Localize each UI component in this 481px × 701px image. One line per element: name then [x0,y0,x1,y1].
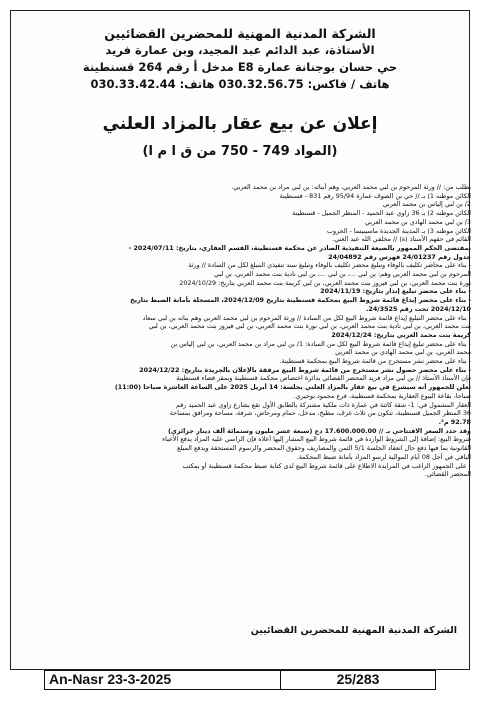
notice-body [10,183,471,479]
body-line: - بناء على محاضر تكليف بالوفاء وتبليغ محضر تكليف بالوفاء وتبليغ سند تنفيذي المبلغ لكل من السادة // ورثة [188,261,471,270]
body-line: 2024/12/10 تحت رقم 24/3525. [365,304,471,313]
body-line: وقد حدد السعر الافتتاحي بـ // 17.600.000.00 دج (سبعة عشر مليون وستمائة ألف دينار جزائري) [167,426,471,435]
body-line: تعلن للجمهور أنه سيشرع في بيع عقار بالمزاد العلني بجلسة: 14 أبريل 2025 على الساعة العاشرة صباحا (11:00) [114,383,471,392]
body-line: القائم في حقهم الأستاذ (ة) // مخلفي الله عبد الغني. [332,235,471,244]
body-line: القانونية بما فيها دفع حال انعقاد الجلسة 5/1 الثمن والمصاريف وحقوق المحضر والرسوم المستحقة ويدفع المبلغ [177,444,471,453]
body-line: 92.78 م². [438,417,471,426]
body-line: - بناء على محضر نشر مستخرج من قائمة شروط البيع بمحكمة قسنطينة. [279,357,471,366]
bailiff-names: الأستاذة، عبد الدائم عبد المجيد، وبن عمارة فريد [105,43,375,57]
body-line: بطلب من: // ورثة المرحوم بن لبي محمد العربي، وهم أبنائه: بن لبي مراد بن محمد العربي. [231,183,471,191]
body-line: الكائن موطنه 1) بـ // حي بن الصوف عمارة 95/94 رقم 831 - قسنطينة [279,191,471,200]
body-line: المحضر القضائي. [424,470,471,479]
body-line: جدول رقم 24/01237 فهرس رقم 24/04892 [328,252,471,261]
notice-subtitle: (المواد 749 - 750 من ق ا م ا) [142,144,338,159]
body-line: الكائن موطنه 3) بـ المدينة الجديدة ماسينيسا - الخروب [326,226,471,235]
office-address: حي حسان بوجنانة عمارة E8 مدخل أ رقم 264 قسنطينة [82,60,398,74]
body-line: - بناء على محضر التبليغ إيداع قائمة شروط البيع لكل من السادة // ورثة المرحوم بن لبي محمد العربي وهم بناته بن لبي سعاد [142,313,471,322]
notice-header [11,25,469,93]
office-name: الشركة المدنية المهنية للمحضرين القضائيين [104,26,376,41]
body-line: الباقي في أجل 08 أيام الموالية لرسو المزاد بأمانة ضبط المحكمة. [296,452,471,461]
publication-reference: 25/283 [336,671,380,687]
body-line: فإن الأستاذ الأستاذ // بن لبي مراد فريد المحضر القضائي بدائرة اختصاص محكمة قسنطينة وبمقر قضاء قسنطينة [176,374,471,383]
body-line: - بناء على محضر حصول نشر مستخرج من قائمة شروط البيع مرفقة بالإعلان بالجريدة بتاريخ: 2024/12/22 [139,365,471,374]
body-line: الكائن موطنه 2) بـ 36 زاوي عبد الحميد - المنظر الجميل - قسنطينة [292,209,471,218]
body-line: المرحوم بن لبي محمد العربي وهم: بن لبي ...، بن لبي ...، بن لبي نادية بنت محمد العربي، بن لبي [213,270,471,279]
body-line: كريمة بنت محمد العربي بتاريخ: 2024/12/24 [331,330,471,339]
body-line: بنت محمد العربي، بن لبي نادية بنت محمد العربي، بن لبي نورة بنت محمد العربي، بن لبي فيروز بنت محمد العربي، بن لبي [148,322,471,331]
body-line: نورة بنت محمد العربي، بن لبي فيروز بنت محمد العربي، بن لبي كريمة بنت محمد العربي بتاريخ: 2024/10/29 [179,278,471,287]
publication-footer [44,670,436,690]
body-line: 2/ بن لبي إلياس بن محمد العربي [382,200,471,209]
body-line: - بناء على محضر تبليغ إيداع قائمة شروط البيع لكل من السادة: 1/ بن لبي مراد بن محمد العربي، بن لبي إلياس بن [170,339,471,348]
body-line: - بناء على محضر إيداع قائمة شروط البيع بمحكمة قسنطينة بتاريخ 2024/12/09، المسجلة بأمانة الضبط بتاريخ [130,296,471,305]
body-line: بمقتضى الحكم الممهور بالصيغة التنفيذية الصادر عن محكمة قسنطينة، القسم العقاري، بتاريخ: 2024/07/11 - [128,243,471,252]
body-line: 3/ بن لبي محمد الهادي بن محمد العربي [364,217,471,226]
body-line: 36 المنظر الجميل قسنطينة، تتكون من ثلاث غرف، مطبخ، مدخل، حمام ومرحاض، شرفة، مساحة ومرافق بمساحة [169,409,471,418]
body-line: شروط البيع: إضافة إلى الشروط الواردة في قائمة شروط البيع المشار إليها أعلاه فإن الراسي عليه المزاد يدفع الأعباء [162,435,471,444]
notice-title: إعلان عن بيع عقار بالمزاد العلني [102,114,378,134]
body-line: - بناء على محضر تبليغ إنذار بتاريخ: 2024/11/19 [320,287,471,296]
body-line: - على الجمهور الراغب في المزايدة الاطلاع على قائمة شروط البيع لدى كتابة ضبط محكمة قسنطينة أو بمكتب [182,461,471,470]
body-line: العقار المشمول في: 1- شقة كائنة في عمارة ذات ملكية مشتركة بالطابق الأول تقع بشارع زاوي عبد الحميد رقم [176,400,471,409]
body-line: محمد العربي، بن لبي محمد الهادي بن محمد العربي [335,348,471,357]
signature: الشركة المدنية المهنية للمحضرين القضائيين [250,625,457,636]
office-phone: هاتف / فاكس: 030.32.56.75 هاتف: 030.33.42.44 [90,77,390,91]
publication-date: An-Nasr 23-3-2025 [45,671,281,689]
body-line: صباحا، بقاعة البيوع العقارية بمحكمة قسنطينة، فرع محمود بوجيري. [293,391,471,400]
